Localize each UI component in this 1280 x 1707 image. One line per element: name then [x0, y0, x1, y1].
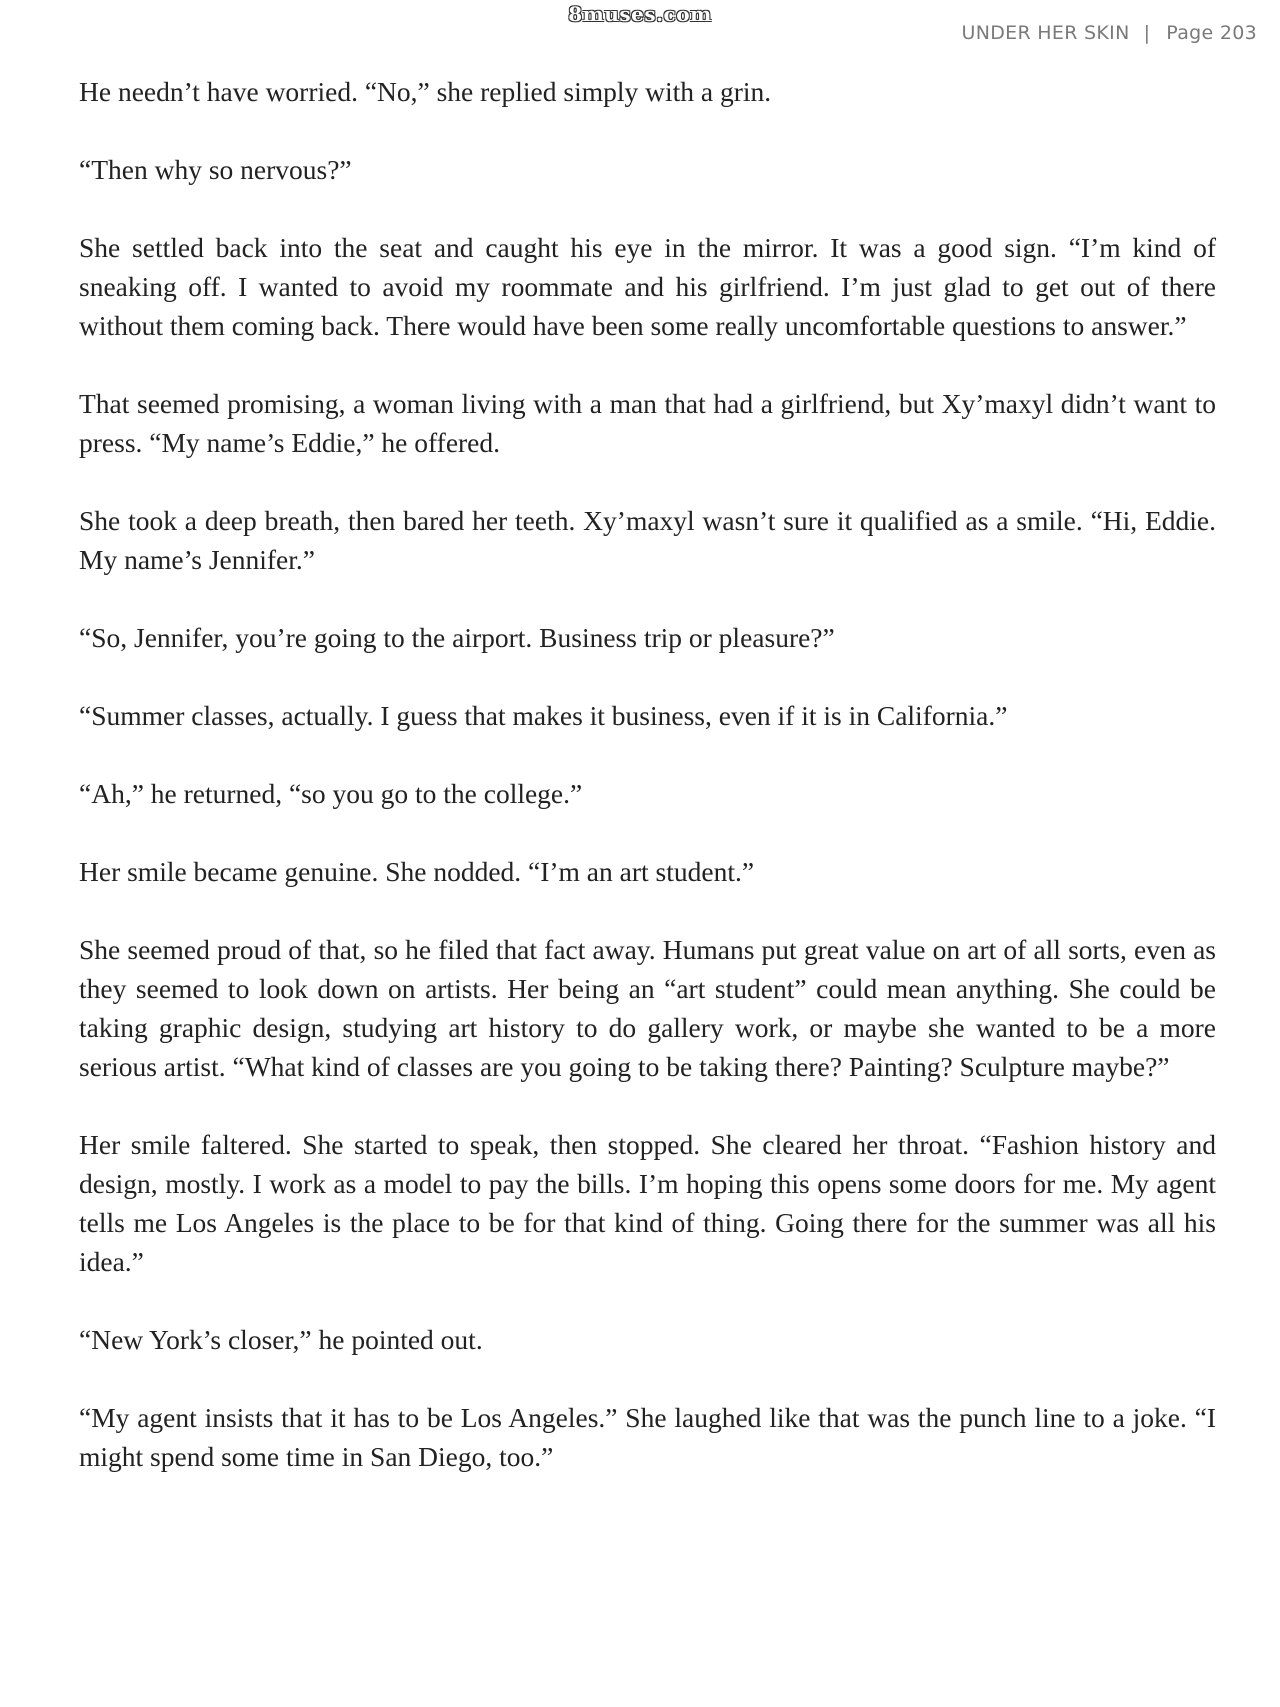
- watermark-logo: 8muses.com: [568, 2, 712, 26]
- paragraph: “So, Jennifer, you’re going to the airport. Business trip or pleasure?”: [79, 622, 835, 653]
- paragraph: “Then why so nervous?”: [79, 154, 352, 185]
- paragraph: Her smile faltered. She started to speak, then stopped. She cleared her throat. “Fashion history and design, mostly. I work as a model to pay the bills. I’m hoping this opens some doors for me. My agent tells me Los Angeles is the place to be for that kind of thing. Going there for the summer was all his idea.”: [79, 1129, 1216, 1277]
- paragraph: “New York’s closer,” he pointed out.: [79, 1324, 483, 1355]
- paragraph: She settled back into the seat and caught his eye in the mirror. It was a good sign. “I’m kind of sneaking off. I wanted to avoid my roommate and his girlfriend. I’m just glad to get out of there without them coming back. There would have been some really uncomfortable questions to answer.”: [79, 232, 1216, 341]
- page-number: Page 203: [1166, 22, 1257, 44]
- running-header: [962, 22, 1257, 44]
- book-title: UNDER HER SKIN: [961, 22, 1130, 44]
- page-body: [79, 72, 1216, 1515]
- paragraph: She took a deep breath, then bared her teeth. Xy’maxyl wasn’t sure it qualified as a smile. “Hi, Eddie. My name’s Jennifer.”: [79, 505, 1216, 575]
- paragraph: “Summer classes, actually. I guess that makes it business, even if it is in California.”: [79, 700, 1008, 731]
- paragraph: That seemed promising, a woman living with a man that had a girlfriend, but Xy’maxyl didn’t want to press. “My name’s Eddie,” he offered.: [79, 388, 1216, 458]
- paragraph: She seemed proud of that, so he filed that fact away. Humans put great value on art of all sorts, even as they seemed to look down on artists. Her being an “art student” could mean anything. She could be taking graphic design, studying art history to do gallery work, or maybe she wanted to be a more serious artist. “What kind of classes are you going to be taking there? Painting? Sculpture maybe?”: [79, 934, 1216, 1082]
- paragraph: Her smile became genuine. She nodded. “I’m an art student.”: [79, 856, 755, 887]
- header-separator: |: [1143, 22, 1151, 44]
- paragraph: He needn’t have worried. “No,” she replied simply with a grin.: [79, 76, 772, 107]
- paragraph: “My agent insists that it has to be Los Angeles.” She laughed like that was the punch line to a joke. “I might spend some time in San Diego, too.”: [79, 1402, 1216, 1472]
- paragraph: “Ah,” he returned, “so you go to the college.”: [79, 778, 583, 809]
